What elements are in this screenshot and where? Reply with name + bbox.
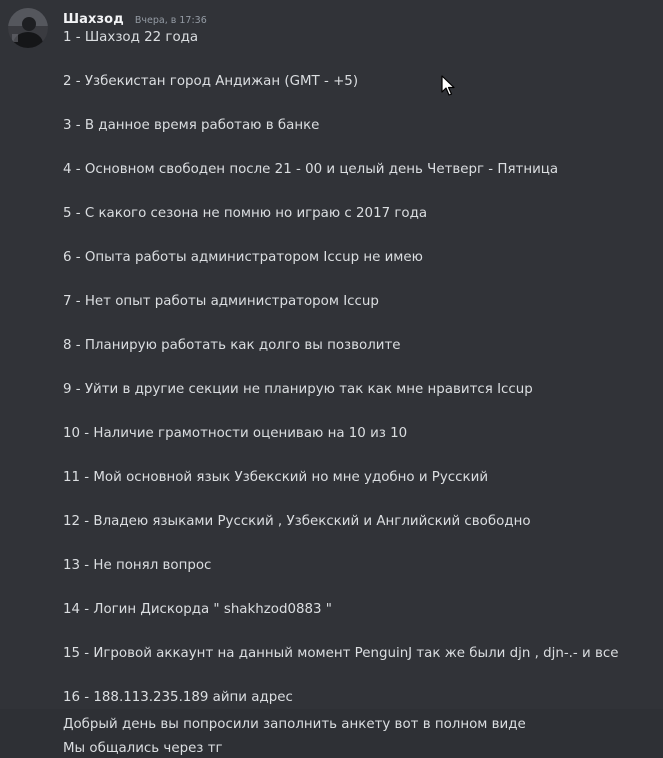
message-line: 12 - Владею языками Русский , Узбекский и Английский свободно xyxy=(63,514,531,529)
message-line: 16 - 188.113.235.189 айпи адрес xyxy=(63,690,293,705)
message-line: 3 - В данное время работаю в банке xyxy=(63,118,320,133)
followup-message-line: Мы общались через тг xyxy=(63,741,223,756)
message-line: 14 - Логин Дискорда " shakhzod0883 " xyxy=(63,602,332,617)
message-content xyxy=(63,29,653,733)
author-name[interactable]: Шахзод xyxy=(63,12,124,27)
followup-message-line: Добрый день вы попросили заполнить анкету вот в полном виде xyxy=(63,717,526,732)
message-line: 13 - Не понял вопрос xyxy=(63,558,212,573)
message-line: 1 - Шахзод 22 года xyxy=(63,30,199,45)
message-line: 5 - С какого сезона не помню но играю с 2017 года xyxy=(63,206,428,221)
message-header xyxy=(63,8,207,26)
message-line: 15 - Игровой аккаунт на данный момент PenguinJ так же были djn , djn-.- и все xyxy=(63,646,619,661)
message-line: 4 - Основном свободен после 21 - 00 и целый день Четверг - Пятница xyxy=(63,162,559,177)
message-line: 6 - Опыта работы администратором Iccup не имею xyxy=(63,250,423,265)
message-timestamp[interactable]: Вчера, в 17:36 xyxy=(134,15,207,26)
message-line: 8 - Планирую работать как долго вы позволите xyxy=(63,338,401,353)
avatar[interactable] xyxy=(8,8,48,48)
mouse-pointer-icon xyxy=(441,75,455,97)
message-line: 11 - Мой основной язык Узбекский но мне удобно и Русский xyxy=(63,470,489,485)
message-line: 2 - Узбекистан город Андижан (GMT - +5) xyxy=(63,74,359,89)
message-line: 7 - Нет опыт работы администратором Iccup xyxy=(63,294,379,309)
message-line: 9 - Уйти в другие секции не планирую так как мне нравится Iccup xyxy=(63,382,533,397)
message-line: 10 - Наличие грамотности оцениваю на 10 из 10 xyxy=(63,426,408,441)
avatar-image xyxy=(8,8,48,48)
